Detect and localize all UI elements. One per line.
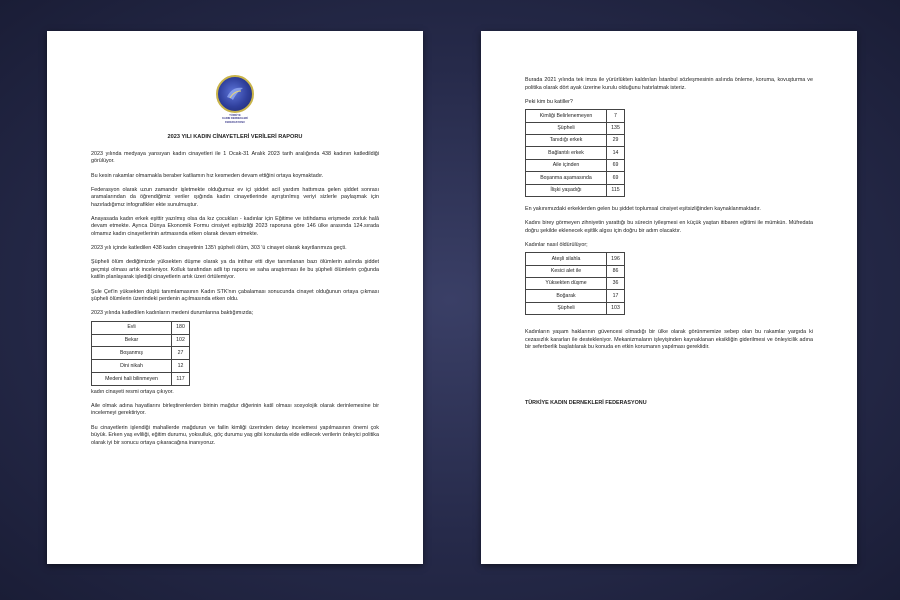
table-cell-label: Boşanma aşamasında: [526, 172, 607, 184]
table-caption: kadın cinayeti resmi ortaya çıkıyor.: [91, 388, 174, 395]
paragraph: Bu cinayetlerin işlendiği mahallerde mağdurun ve failin kimliği üzerinden detay incelemesi yapılmasının önemi çok büyük. Erken yaş evliliği, eğitim durumu, yoksulluk, göç durumu yaş gibi konularda elde edilecek verilerin önleyici politika olarak iyi bir sonucu ortaya çıkaracağına inanıyoruz.: [91, 424, 379, 446]
table-cell-value: 14: [607, 147, 625, 159]
method-table: [525, 252, 625, 315]
signature: TÜRKİYE KADIN DERNEKLERİ FEDERASYONU: [525, 399, 647, 406]
table-cell-value: 17: [607, 290, 625, 302]
table-row: [526, 265, 625, 277]
federation-logo: [91, 75, 379, 124]
table-cell-value: 117: [172, 372, 190, 385]
table-cell-label: Aile içinden: [526, 159, 607, 171]
section-question: Kadınlar nasıl öldürülüyor;: [525, 241, 588, 248]
report-page-1: [47, 31, 423, 564]
table-row: [526, 122, 625, 134]
table-row: [92, 334, 190, 347]
paragraph: Federasyon olarak uzun zamandır işletmekte olduğumuz ev içi şiddet acil yardım hattımıza gelen şiddet sonrası aramalarından da öğrendiğimiz veriler ışığında kadın cinayetlerinde ayrıştırılmış veriyi sizlerle paylaşmak için hazırladığımız infografikler ekte sunulmuştur.: [91, 186, 379, 208]
table-cell-label: Kesici alet ile: [526, 265, 607, 277]
paragraph: Aile olmak adına hayatlarını birleştirenlerden birinin mağdur diğerinin katil olması sosyolojik olarak derinlemesine bir incelemeyi gerektiriyor.: [91, 402, 379, 417]
table-cell-value: 103: [607, 302, 625, 314]
table-cell-value: 69: [607, 172, 625, 184]
table-row: [526, 147, 625, 159]
table-row: [526, 290, 625, 302]
table-row: [526, 172, 625, 184]
table-cell-label: İlişki yaşadığı: [526, 184, 607, 196]
table-cell-label: Dini nikah: [92, 360, 172, 373]
table-row: [526, 159, 625, 171]
paragraph: Kadını birey görmeyen zihniyetin yarattığı bu sürecin iyileşmesi en küçük yaştan itibaren eğitimi ile mümkün. Müfredata doğru şekilde eklenecek eşitlik algısı için doğru bir adım olacaktır.: [525, 220, 813, 234]
table-cell-value: 29: [607, 135, 625, 147]
marital-status-table: [91, 321, 190, 386]
paragraph: Burada 2021 yılında tek imza ile yürürlükten kaldırılan İstanbul sözleşmesinin aslında önleme, koruma, kovuşturma ve politika olarak dört ayak üzerine kurulu olduğunu hatırlatmak isteriz.: [525, 77, 813, 91]
table-cell-label: Boğarak: [526, 290, 607, 302]
paragraph: 2023 yılında medyaya yansıyan kadın cinayetleri ile 1 Ocak-31 Aralık 2023 tarih aralığında 438 kadının katledildiği görülüyor.: [91, 150, 379, 165]
table-cell-value: 12: [172, 360, 190, 373]
table-row: [92, 321, 190, 334]
table-cell-value: 102: [172, 334, 190, 347]
table-cell-value: 115: [607, 184, 625, 196]
table-cell-value: 7: [607, 110, 625, 122]
table-intro: 2023 yılında katledilen kadınların medeni durumlarına baktığımızda;: [91, 310, 254, 317]
table-row: [92, 347, 190, 360]
table-cell-label: Bağlantılı erkek: [526, 147, 607, 159]
table-row: [526, 184, 625, 196]
table-cell-value: 69: [607, 159, 625, 171]
table-row: [526, 135, 625, 147]
table-cell-label: Kimliği Belirlenemeyen: [526, 110, 607, 122]
logo-text-line: TÜRKİYE: [229, 114, 241, 117]
paragraph: Kadınların yaşam haklarının güvencesi olmadığı bir ülke olarak görünmemize sebep olan bu rakamlar yargıda ki cezasızlık kararları ile destekleniyor. Mekanizmaların işleyişinden kaynaklanan eksikliğin giderilmesi ve önleyicilik adına bir seferberlik başlatılarak bu konuda en etkin korumanın yapılması gereklidir.: [525, 329, 813, 351]
table-row: [526, 110, 625, 122]
logo-text-line: KADIN DERNEKLERİ: [222, 117, 248, 121]
section-question: Peki kim bu katiller?: [525, 98, 573, 105]
table-cell-label: Tanıdığı erkek: [526, 135, 607, 147]
table-row: [526, 253, 625, 265]
table-row: [526, 302, 625, 314]
table-cell-label: Ateşli silahla: [526, 253, 607, 265]
logo-caption: [91, 114, 379, 124]
report-title: 2023 YILI KADIN CİNAYETLERİ VERİLERİ RAPORU: [167, 134, 303, 141]
table-cell-label: Yüksekten düşme: [526, 278, 607, 290]
table-row: [526, 278, 625, 290]
table-cell-label: Boşanmış: [92, 347, 172, 360]
table-cell-value: 36: [607, 278, 625, 290]
table-cell-value: 180: [172, 321, 190, 334]
paragraph: 2023 yılı içinde katledilen 438 kadın cinayetinin 135'i şüpheli ölüm, 303 'ü cinayet olarak kayıtlarımıza geçti.: [91, 245, 347, 252]
table-row: [92, 360, 190, 373]
table-cell-label: Bekar: [92, 334, 172, 347]
table-cell-value: 27: [172, 347, 190, 360]
paragraph: Anayasada kadın erkek eşittir yazılmış olsa da kız çocukları - kadınlar için Eğitime ve istihdama erişmede zorluk halâ devam etmekte. Ayrıca Dünya Ekonomik Formu cinsiyet eşitsizliği 2023 raporuna göre 146 ülke arasında 124.sırada olmamız kadın cinayetlerinin artmasında etken olarak devam etmekte.: [91, 215, 379, 238]
table-row: [92, 372, 190, 385]
federation-emblem-icon: [216, 75, 254, 113]
paragraph: Şüpheli ölüm dediğimizde yüksekten düşme olarak ya da intihar etti diye tanımlanan bazı ölümlerin aslında şiddet geçmişi olması artık inceleniyor. Kolluk tarafından adli tıp raporu ve saha araştırması ile bu şüpheli ölümlerin çoğunda katilin planlayarak işlediği cinayetlerin artık üzeri örtülemiyor.: [91, 259, 379, 281]
table-cell-value: 196: [607, 253, 625, 265]
table-cell-value: 135: [607, 122, 625, 134]
table-cell-label: Medeni hali bilinmeyen: [92, 372, 172, 385]
table-cell-label: Evli: [92, 321, 172, 334]
logo-text-line: FEDERASYONU: [225, 120, 245, 124]
table-cell-value: 86: [607, 265, 625, 277]
report-page-2: [481, 31, 857, 564]
table-cell-label: Şüpheli: [526, 302, 607, 314]
killers-table: [525, 109, 625, 197]
paragraph: Şule Çet'in yüksekten düştü tanımlamasının Kadın STK'nın çabalaması sonucunda cinayet olduğunun ortaya çıkması şüpheli ölümlerin üzerindeki perdenin açılmasında etken oldu.: [91, 288, 379, 303]
paragraph: Bu kesin rakamlar olmamakla beraber katliamın hız kesmeden devam ettiğini ortaya koymaktadır.: [91, 172, 324, 179]
table-cell-label: Şüpheli: [526, 122, 607, 134]
paragraph: En yakınımızdaki erkeklerden gelen bu şiddet toplumsal cinsiyet eşitsizliğinden kaynaklanmaktadır.: [525, 205, 761, 212]
